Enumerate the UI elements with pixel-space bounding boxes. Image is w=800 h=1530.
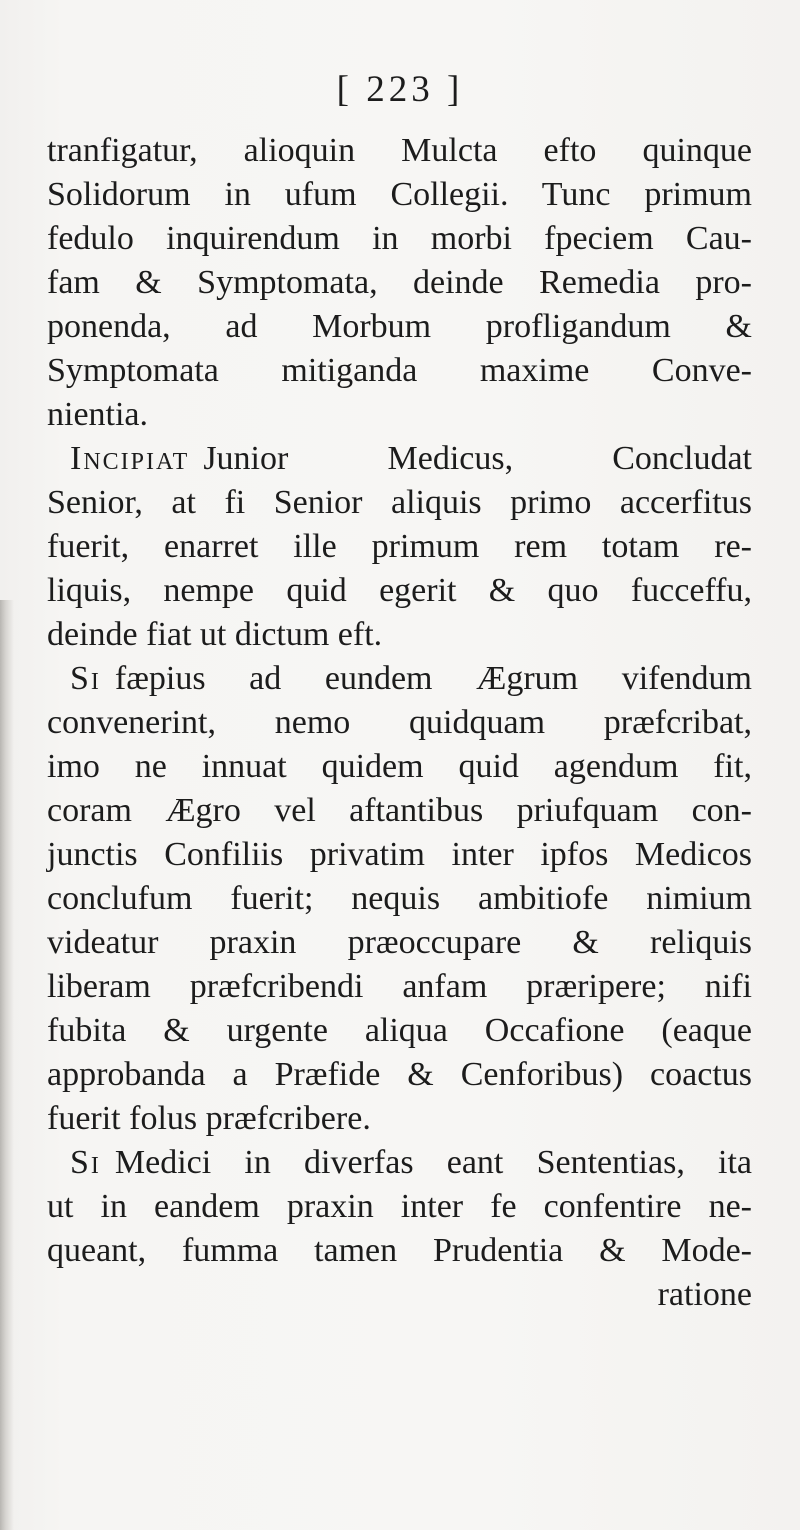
text-line: convenerint, nemo quidquam præfcribat, <box>47 704 752 741</box>
text-line: fuerit, enarret ille primum rem totam re- <box>47 528 752 565</box>
catchword: ratione <box>657 1276 752 1313</box>
text-line: fam & Symptomata, deinde Remedia pro- <box>47 264 752 301</box>
text-line: liberam præfcribendi anfam præripere; nifi <box>47 968 752 1005</box>
text-line: deinde fiat ut dictum eft. <box>47 616 383 653</box>
paragraph-opener: Si <box>70 1144 101 1181</box>
text-line: conclufum fuerit; nequis ambitiofe nimium <box>47 880 752 917</box>
text-line: junctis Confiliis privatim inter ipfos Medicos <box>47 836 752 873</box>
text-line: ut in eandem praxin inter fe confentire ne- <box>47 1188 752 1225</box>
text-line: fuerit folus præfcribere. <box>47 1100 371 1137</box>
text-line: videatur praxin præoccupare & reliquis <box>47 924 752 961</box>
text-line: coram Ægro vel aftantibus priufquam con- <box>47 792 752 829</box>
paragraph-opener: Incipiat <box>70 440 190 477</box>
text-line: Solidorum in ufum Collegii. Tunc primum <box>47 176 752 213</box>
text-line: Symptomata mitiganda maxime Conve- <box>47 352 752 389</box>
text-line: ponenda, ad Morbum profligandum & <box>47 308 752 345</box>
text-line: tranfigatur, alioquin Mulcta efto quinque <box>47 132 752 169</box>
text-line: imo ne innuat quidem quid agendum fit, <box>47 748 752 785</box>
text-line: fedulo inquirendum in morbi fpeciem Cau- <box>47 220 752 257</box>
page-gutter-shadow <box>0 600 14 1530</box>
paragraph-opener: Si <box>70 660 101 697</box>
text-line: Medici in diverfas eant Sententias, ita <box>114 1144 752 1181</box>
text-line: nientia. <box>47 396 149 433</box>
text-line: fubita & urgente aliqua Occafione (eaque <box>47 1012 752 1049</box>
text-line: liquis, nempe quid egerit & quo fucceffu, <box>47 572 752 609</box>
text-line: approbanda a Præfide & Cenforibus) coactus <box>47 1056 752 1093</box>
text-line: queant, fumma tamen Prudentia & Mode- <box>47 1232 752 1269</box>
text-line: Junior Medicus, Concludat <box>203 440 752 477</box>
page-number: [ 223 ] <box>336 69 464 110</box>
text-line: fæpius ad eundem Ægrum vifendum <box>114 660 752 697</box>
text-line: Senior, at fi Senior aliquis primo accerfitus <box>47 484 752 521</box>
